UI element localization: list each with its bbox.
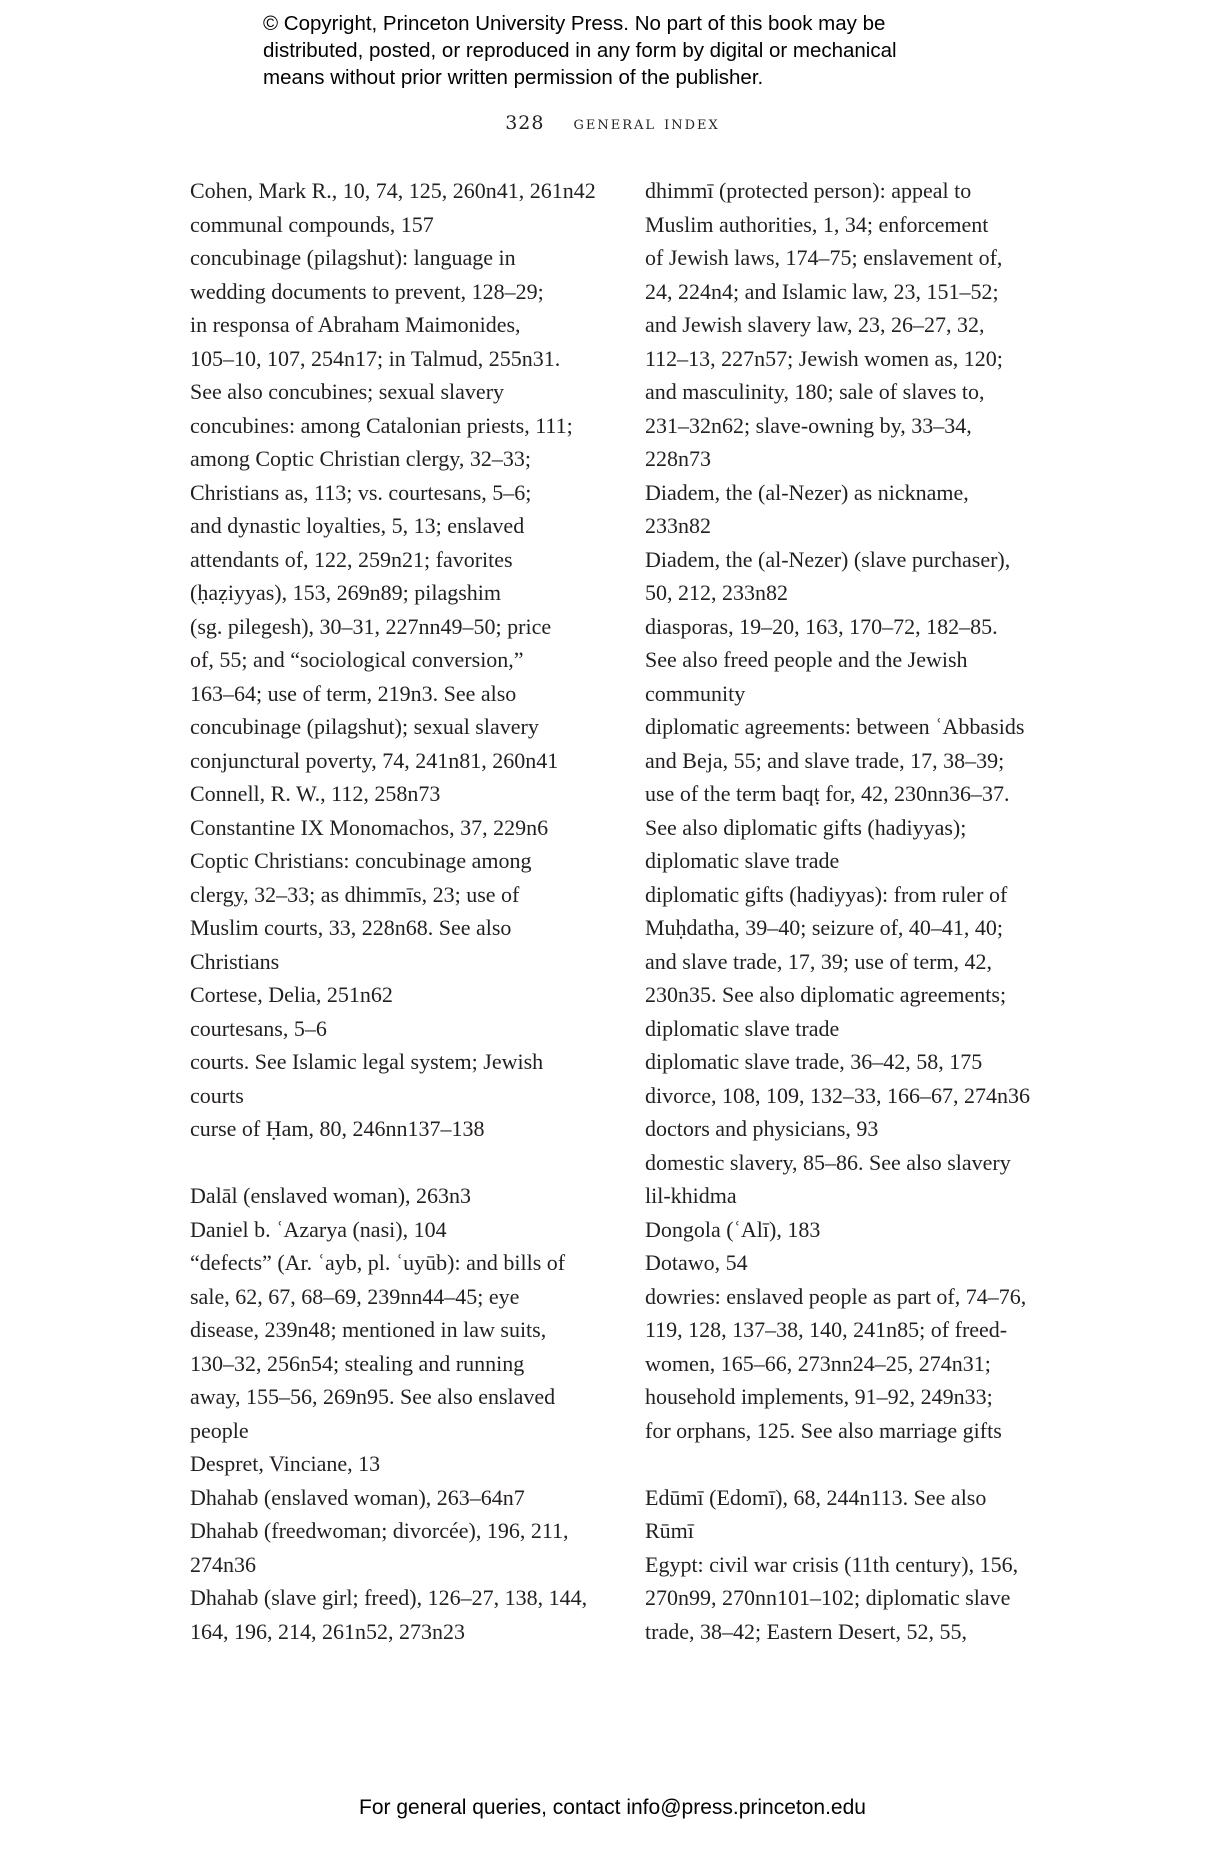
- index-entry-line: and masculinity, 180; sale of slaves to,: [645, 379, 985, 404]
- index-entry-line: diplomatic agreements: between ʿAbbasids: [645, 714, 1025, 739]
- index-entry: [190, 241, 620, 409]
- index-column-right: [645, 174, 1075, 1648]
- index-entry-line: Dongola (ʿAlī), 183: [645, 1216, 821, 1242]
- index-entry-line: wedding documents to prevent, 128–29;: [190, 278, 544, 304]
- index-entry-line: Despret, Vinciane, 13: [190, 1451, 381, 1476]
- index-entry: [645, 1112, 1075, 1146]
- index-entry-line: Cohen, Mark R., 10, 74, 125, 260n41, 261n42: [190, 178, 596, 203]
- index-entry-line: courts: [190, 1082, 244, 1108]
- index-entry-line: See also concubines; sexual slavery: [190, 379, 505, 404]
- index-entry-line: Muḥdatha, 39–40; seizure of, 40–41, 40;: [645, 915, 1004, 940]
- index-entry: [190, 208, 620, 242]
- index-entry-line: Cortese, Delia, 251n62: [190, 982, 393, 1007]
- index-entry: [645, 1079, 1075, 1113]
- index-entry-line: Constantine IX Monomachos, 37, 229n6: [190, 814, 549, 840]
- index-entry-line: community: [645, 680, 746, 706]
- index-entry-line: Christians as, 113; vs. courtesans, 5–6;: [190, 479, 532, 505]
- index-entry-line: Dhahab (freedwoman; divorcée), 196, 211,: [190, 1518, 569, 1543]
- index-entry: [645, 1280, 1075, 1448]
- index-entry-line: 50, 212, 233n82: [645, 580, 788, 605]
- index-entry: [190, 1045, 620, 1112]
- index-entry: [190, 1581, 620, 1648]
- index-entry: [645, 476, 1075, 543]
- index-entry: [190, 1179, 620, 1213]
- index-entry-line: 105–10, 107, 254n17; in Talmud, 255n31.: [190, 345, 561, 371]
- index-entry-line: 163–64; use of term, 219n3. See also: [190, 680, 517, 706]
- index-entry: [645, 710, 1075, 878]
- index-entry-line: concubinage (pilagshut); sexual slavery: [190, 714, 539, 739]
- index-entry: [190, 1246, 620, 1447]
- running-head-title: general index: [573, 112, 720, 134]
- index-entry-line: trade, 38–42; Eastern Desert, 52, 55,: [645, 1618, 967, 1644]
- index-entry-line: diplomatic gifts (hadiyyas): from ruler of: [645, 881, 1008, 907]
- index-entry-line: (sg. pilegesh), 30–31, 227nn49–50; price: [190, 613, 552, 639]
- index-entry-line: dowries: enslaved people as part of, 74–76,: [645, 1283, 1027, 1309]
- index-entry: [190, 174, 620, 208]
- index-entry-line: courtesans, 5–6: [190, 1015, 327, 1041]
- index-entry: [645, 1548, 1075, 1649]
- index-entry-line: Christians: [190, 948, 280, 974]
- index-entry: [190, 1514, 620, 1581]
- index-entry-line: 119, 128, 137–38, 140, 241n85; of freed-: [645, 1317, 1008, 1342]
- index-entry-line: Edūmī (Edomī), 68, 244n113. See also: [645, 1484, 987, 1510]
- index-entry: [645, 1146, 1075, 1213]
- index-entry: [190, 1447, 620, 1481]
- index-entry-line: divorce, 108, 109, 132–33, 166–67, 274n36: [645, 1082, 1030, 1108]
- index-entry-line: Dalāl (enslaved woman), 263n3: [190, 1183, 472, 1208]
- index-entry-line: curse of Ḥam, 80, 246nn137–138: [190, 1116, 485, 1141]
- index-entry-line: Muslim courts, 33, 228n68. See also: [190, 915, 512, 940]
- index-entry: [190, 777, 620, 811]
- index-entry: [645, 1246, 1075, 1280]
- index-entry-line: and dynastic loyalties, 5, 13; enslaved: [190, 513, 525, 538]
- index-entry: [190, 1112, 620, 1146]
- index-entry: [645, 610, 1075, 711]
- index-entry-line: for orphans, 125. See also marriage gifts: [645, 1417, 1002, 1443]
- index-entry: [645, 1045, 1075, 1079]
- index-entry-line: Coptic Christians: concubinage among: [190, 848, 532, 873]
- index-entry-line: communal compounds, 157: [190, 211, 434, 237]
- index-entry-line: 274n36: [190, 1551, 256, 1577]
- page-number: 328: [505, 112, 545, 134]
- index-entry-line: Rūmī: [645, 1518, 694, 1543]
- index-entry-line: Dotawo, 54: [645, 1250, 748, 1275]
- index-entry-line: Egypt: civil war crisis (11th century), 156,: [645, 1551, 1019, 1577]
- index-entry-line: Daniel b. ʿAzarya (nasi), 104: [190, 1216, 447, 1242]
- index-entry-line: and Jewish slavery law, 23, 26–27, 32,: [645, 312, 985, 337]
- index-entry: [190, 811, 620, 845]
- index-entry-line: See also diplomatic gifts (hadiyyas);: [645, 814, 967, 840]
- index-entry-line: people: [190, 1417, 249, 1443]
- index-entry-line: “defects” (Ar. ʿayb, pl. ʿuyūb): and bills of: [190, 1250, 566, 1275]
- copyright-notice: [263, 10, 1023, 91]
- index-entry-line: and Beja, 55; and slave trade, 17, 38–39;: [645, 747, 1005, 773]
- index-entry: [190, 1481, 620, 1515]
- copyright-line: means without prior written permission of the publisher.: [263, 66, 764, 89]
- index-entry-line: dhimmī (protected person): appeal to: [645, 178, 972, 203]
- index-entry-line: 231–32n62; slave-owning by, 33–34,: [645, 412, 972, 438]
- index-entry-line: sale, 62, 67, 68–69, 239nn44–45; eye: [190, 1283, 520, 1309]
- index-entry-line: of, 55; and “sociological conversion,”: [190, 647, 524, 672]
- index-entry: [645, 878, 1075, 1046]
- index-entry-line: 112–13, 227n57; Jewish women as, 120;: [645, 345, 1003, 371]
- index-entry-line: doctors and physicians, 93: [645, 1116, 879, 1141]
- index-entry: [190, 978, 620, 1012]
- index-entry-line: 130–32, 256n54; stealing and running: [190, 1350, 525, 1376]
- index-entry-line: Connell, R. W., 112, 258n73: [190, 781, 441, 806]
- index-entry: [190, 744, 620, 778]
- index-entry: [190, 409, 620, 744]
- index-entry: [190, 1213, 620, 1247]
- running-head: [0, 112, 1225, 134]
- index-entry-line: disease, 239n48; mentioned in law suits,: [190, 1317, 547, 1342]
- index-entry-line: away, 155–56, 269n95. See also enslaved: [190, 1384, 556, 1409]
- index-entry-line: concubinage (pilagshut): language in: [190, 245, 516, 270]
- index-entry-line: diasporas, 19–20, 163, 170–72, 182–85.: [645, 613, 998, 639]
- index-entry: [190, 1012, 620, 1046]
- index-entry-line: Dhahab (enslaved woman), 263–64n7: [190, 1484, 525, 1510]
- index-entry-line: See also freed people and the Jewish: [645, 647, 968, 672]
- index-entry-line: women, 165–66, 273nn24–25, 274n31;: [645, 1350, 991, 1376]
- index-entry-line: diplomatic slave trade: [645, 848, 840, 873]
- index-entry-line: Diadem, the (al-Nezer) as nickname,: [645, 479, 969, 505]
- index-entry-line: concubines: among Catalonian priests, 111;: [190, 412, 573, 438]
- index-entry-line: courts. See Islamic legal system; Jewish: [190, 1049, 544, 1074]
- index-entry-line: in responsa of Abraham Maimonides,: [190, 312, 521, 337]
- index-entry: [645, 543, 1075, 610]
- index-entry: [645, 1213, 1075, 1247]
- index-entry-line: 270n99, 270nn101–102; diplomatic slave: [645, 1585, 1011, 1610]
- index-entry-line: 24, 224n4; and Islamic law, 23, 151–52;: [645, 278, 999, 304]
- index-entry-line: use of the term baqṭ for, 42, 230nn36–37.: [645, 781, 1010, 806]
- index-entry-line: 164, 196, 214, 261n52, 273n23: [190, 1618, 465, 1644]
- index-entry-line: clergy, 32–33; as dhimmīs, 23; use of: [190, 881, 520, 907]
- index-entry-line: diplomatic slave trade: [645, 1015, 840, 1041]
- index-entry-line: Diadem, the (al-Nezer) (slave purchaser),: [645, 546, 1011, 572]
- index-entry-line: lil-khidma: [645, 1183, 737, 1208]
- index-entry-line: 228n73: [645, 446, 711, 471]
- copyright-line: distributed, posted, or reproduced in any form by digital or mechanical: [263, 39, 897, 62]
- copyright-line: © Copyright, Princeton University Press. No part of this book may be: [263, 12, 886, 35]
- index-entry-line: domestic slavery, 85–86. See also slavery: [645, 1149, 1011, 1175]
- index-entry-line: diplomatic slave trade, 36–42, 58, 175: [645, 1049, 983, 1074]
- index-entry: [190, 844, 620, 978]
- index-entry-line: conjunctural poverty, 74, 241n81, 260n41: [190, 747, 559, 773]
- index-entry-line: household implements, 91–92, 249n33;: [645, 1384, 993, 1409]
- index-entry: [645, 1481, 1075, 1548]
- index-entry: [645, 174, 1075, 476]
- index-entry-line: and slave trade, 17, 39; use of term, 42,: [645, 948, 993, 974]
- footer-contact: For general queries, contact info@press.princeton.edu: [359, 1796, 866, 1819]
- index-entry-line: (ḥaẓiyyas), 153, 269n89; pilagshim: [190, 580, 502, 605]
- index-entry-line: among Coptic Christian clergy, 32–33;: [190, 446, 531, 471]
- index-entry-line: Muslim authorities, 1, 34; enforcement: [645, 211, 989, 237]
- index-entry-line: 230n35. See also diplomatic agreements;: [645, 982, 1007, 1007]
- index-column-left: [190, 174, 620, 1648]
- index-entry-line: attendants of, 122, 259n21; favorites: [190, 546, 513, 572]
- index-entry-line: 233n82: [645, 513, 711, 538]
- index-entry-line: of Jewish laws, 174–75; enslavement of,: [645, 245, 1003, 270]
- index-entry-line: Dhahab (slave girl; freed), 126–27, 138, 144,: [190, 1585, 588, 1610]
